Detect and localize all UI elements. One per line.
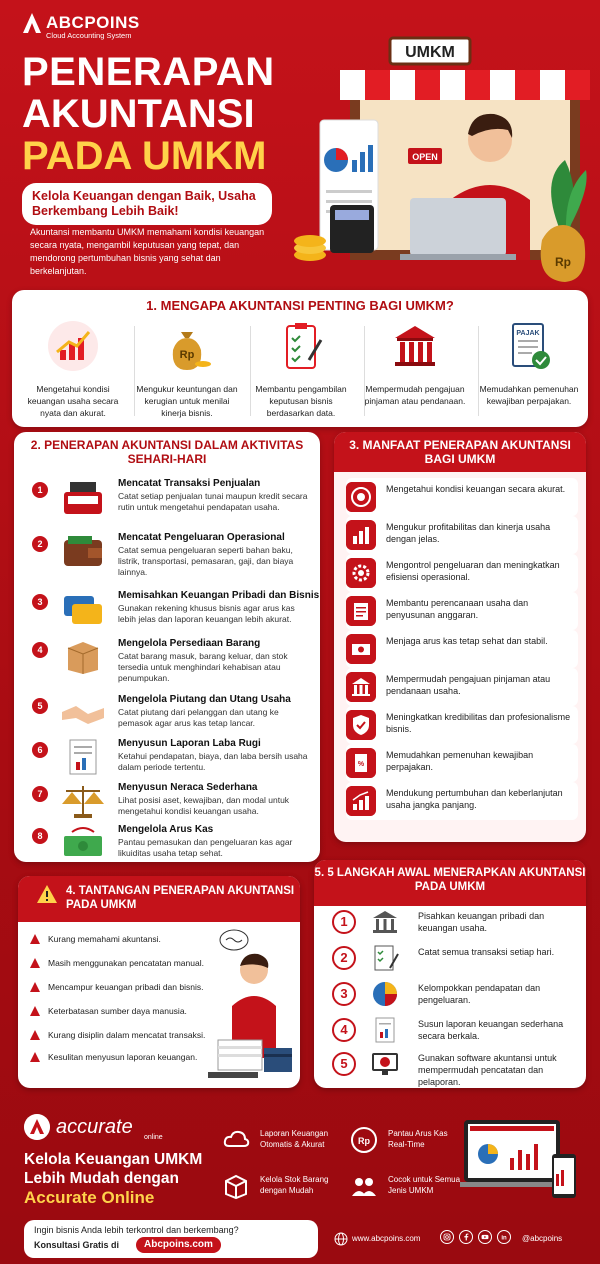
- social-handle[interactable]: @abcpoins: [522, 1234, 563, 1243]
- step-number: 3: [332, 982, 356, 1006]
- step-number: 2: [32, 536, 48, 552]
- daily-item-desc: Catat setiap penjualan tunai maupun kredit secara rutin untuk mengetahui pendapatan usaha.: [118, 491, 308, 512]
- clipboard-icon: [275, 320, 327, 372]
- footer-line1: Kelola Keuangan UMKM: [24, 1151, 203, 1168]
- section-5-title: 5. 5 LANGKAH AWAL MENERAPKAN AKUNTANSI PADA UMKM: [314, 860, 586, 906]
- challenge-item: [30, 1030, 230, 1044]
- benefit-item: [346, 782, 578, 820]
- benefit-text: Memudahkan pemenuhan kewajiban perpajakan.: [386, 750, 534, 772]
- hero-title-line2: AKUNTANSI: [22, 92, 255, 136]
- hero-subtitle: Kelola Keuangan dengan Baik, Usaha Berkembang Lebih Baik!: [22, 183, 272, 225]
- why-item-5: [474, 320, 584, 420]
- step-text: Pisahkan keuangan pribadi dan keuangan usaha.: [418, 911, 545, 933]
- accurate-logo-icon: [24, 1114, 50, 1140]
- daily-item-4: [14, 638, 320, 688]
- benefit-text: Mengetahui kondisi keuangan secara akurat.: [386, 484, 566, 494]
- daily-item-desc: Catat piutang dari pelanggan dan utang ke pemasok agar arus kas tetap lancar.: [118, 707, 279, 728]
- section-4-title: [18, 876, 300, 922]
- devices-illustration: [460, 1114, 580, 1214]
- step-number: 6: [32, 742, 48, 758]
- section-4-title-text: 4. TANTANGAN PENERAPAN AKUNTANSI PADA UMKM: [66, 885, 295, 911]
- section-benefits: [334, 432, 586, 842]
- svg-text:Rp: Rp: [179, 349, 195, 361]
- why-item-label: Mengetahui kondisi keuangan usaha secara nyata dan akurat.: [27, 384, 119, 418]
- brand-name: ABCPOINS: [46, 13, 140, 32]
- scale-icon: [58, 782, 108, 820]
- awning: [340, 70, 590, 100]
- report-icon: [58, 738, 108, 776]
- daily-item-1: [14, 478, 320, 528]
- why-item-label: Memudahkan pemenuhan kewajiban perpajakan.: [479, 384, 579, 406]
- instagram-icon[interactable]: [440, 1230, 454, 1244]
- section-3-title: 3. MANFAAT PENERAPAN AKUNTANSI BAGI UMKM: [334, 432, 586, 472]
- cta-question: Ingin bisnis Anda lebih terkontrol dan berkembang?: [34, 1225, 239, 1235]
- daily-item-heading: Mencatat Pengeluaran Operasional: [118, 532, 285, 543]
- challenge-item: [30, 1006, 230, 1020]
- warning-icon: [30, 1052, 40, 1062]
- stock-box-icon: [222, 1172, 250, 1200]
- gear-icon: [346, 558, 376, 588]
- step-item: [326, 908, 576, 942]
- warning-icon: [30, 1006, 40, 1016]
- checklist-icon: [370, 944, 400, 972]
- step-number: 3: [32, 594, 48, 610]
- why-item-2: [132, 320, 242, 420]
- step-text: Gunakan software akuntansi untuk mempermudah pencatatan dan pelaporan.: [418, 1053, 557, 1087]
- plant-icon: [551, 160, 587, 230]
- hero-title-line3: PADA UMKM: [22, 134, 267, 178]
- money-bag-icon: [541, 225, 585, 282]
- benefit-text: Mengukur profitabilitas dan kinerja usaha dengan jelas.: [386, 522, 551, 544]
- document-icon: [370, 1016, 400, 1044]
- footer-line2: Lebih Mudah dengan: [24, 1170, 179, 1187]
- daily-item-heading: Memisahkan Keuangan Pribadi dan Bisnis: [118, 590, 320, 601]
- warning-icon: [30, 982, 40, 992]
- why-item-label: Membantu pengambilan keputusan bisnis berdasarkan data.: [255, 384, 347, 418]
- step-number: 4: [332, 1018, 356, 1042]
- challenge-item: [30, 982, 230, 996]
- cta-link-button[interactable]: Abcpoins.com: [136, 1237, 221, 1253]
- step-number: 2: [332, 946, 356, 970]
- challenge-text: Keterbatasan sumber daya manusia.: [48, 1006, 187, 1016]
- footer-headline: [24, 1150, 202, 1188]
- challenge-text: Kurang memahami akuntansi.: [48, 934, 161, 944]
- growth-icon: [346, 786, 376, 816]
- target-icon: [346, 482, 376, 512]
- warning-icon: [36, 884, 58, 904]
- feature-text: Laporan Keuangan Otomatis & Akurat: [260, 1129, 329, 1149]
- open-sign: OPEN: [412, 152, 438, 162]
- daily-item-8: [14, 824, 320, 874]
- step-number: 5: [332, 1052, 356, 1076]
- footer-promo: [0, 1100, 600, 1264]
- challenge-text: Kurang disiplin dalam mencatat transaksi.: [48, 1030, 206, 1040]
- laptop-icon: [410, 198, 506, 256]
- footer-product-name: Accurate Online: [24, 1188, 155, 1207]
- benefit-text: Mengontrol pengeluaran dan meningkatkan efisiensi operasional.: [386, 560, 560, 582]
- rp-icon: [350, 1126, 378, 1154]
- svg-text:PAJAK: PAJAK: [516, 330, 540, 337]
- daily-item-desc: Catat barang masuk, barang keluar, dan stok tersedia untuk menghindari kehabisan atau penumpukan.: [118, 651, 288, 683]
- section-why-accounting: [12, 290, 588, 427]
- svg-text:Rp: Rp: [358, 1136, 370, 1146]
- cash-register-icon: [58, 478, 108, 516]
- step-number: 7: [32, 786, 48, 802]
- step-number: 1: [32, 482, 48, 498]
- cash-icon: [346, 634, 376, 664]
- youtube-icon[interactable]: [478, 1230, 492, 1244]
- challenge-item: [30, 934, 230, 948]
- benefit-text: Mempermudah pengajuan pinjaman atau pendanaan usaha.: [386, 674, 551, 696]
- facebook-icon[interactable]: [459, 1230, 473, 1244]
- daily-item-5: [14, 694, 320, 744]
- section-1-title: 1. MENGAPA AKUNTANSI PENTING BAGI UMKM?: [146, 298, 454, 313]
- benefit-item: [346, 554, 578, 592]
- users-icon: [350, 1172, 378, 1200]
- daily-item-heading: Menyusun Neraca Sederhana: [118, 782, 258, 793]
- globe-icon: [334, 1232, 348, 1246]
- step-number: 1: [332, 910, 356, 934]
- benefit-item: [346, 744, 578, 782]
- benefit-item: [346, 630, 578, 668]
- list-icon: [346, 596, 376, 626]
- cta-box: [24, 1220, 318, 1258]
- daily-item-heading: Mencatat Transaksi Penjualan: [118, 478, 261, 489]
- why-item-label: Mempermudah pengajuan pinjaman atau pendanaan.: [364, 384, 466, 406]
- money-bag-icon: [161, 320, 213, 372]
- step-item: [326, 980, 576, 1014]
- feature-text: Cocok untuk Semua Jenis UMKM: [388, 1175, 461, 1195]
- daily-item-heading: Mengelola Arus Kas: [118, 824, 214, 835]
- shield-check-icon: [346, 710, 376, 740]
- step-number: 4: [32, 642, 48, 658]
- benefit-text: Meningkatkan kredibilitas dan profesionalisme bisnis.: [386, 712, 571, 734]
- coins-icon: [294, 235, 326, 261]
- benefit-item: [346, 478, 578, 516]
- section-challenges: [18, 876, 300, 1088]
- benefit-item: [346, 516, 578, 554]
- abcpoins-logo-icon: [22, 12, 42, 34]
- tax-icon: [346, 748, 376, 778]
- brand-logo: [22, 12, 140, 40]
- cash-flow-icon: [58, 824, 108, 862]
- daily-item-desc: Gunakan rekening khusus bisnis agar arus kas lebih jelas dan laporan keuangan lebih akurat.: [118, 603, 295, 624]
- daily-item-heading: Mengelola Persediaan Barang: [118, 638, 261, 649]
- warning-icon: [30, 1030, 40, 1040]
- confused-person-illustration: [204, 928, 296, 1080]
- section-first-steps: [314, 860, 586, 1088]
- step-item: [326, 1050, 576, 1087]
- step-text: Kelompokkan pendapatan dan pengeluaran.: [418, 983, 541, 1005]
- step-item: [326, 1016, 576, 1050]
- section-daily-application: [14, 432, 320, 862]
- pie-chart-icon: [370, 980, 400, 1008]
- benefit-item: [346, 706, 578, 744]
- bank-icon: [370, 908, 400, 936]
- tax-document-icon: [503, 320, 555, 372]
- why-item-3: [246, 320, 356, 420]
- cards-icon: [58, 590, 108, 628]
- benefit-item: [346, 592, 578, 630]
- daily-item-desc: Pantau pemasukan dan pengeluaran kas agar likuiditas usaha tetap sehat.: [118, 837, 293, 858]
- daily-item-heading: Menyusun Laporan Laba Rugi: [118, 738, 261, 749]
- step-text: Susun laporan keuangan sederhana secara berkala.: [418, 1019, 564, 1041]
- header: [0, 0, 600, 290]
- daily-item-desc: Lihat posisi aset, kewajiban, dan modal untuk mengetahui kondisi keuangan usaha.: [118, 795, 290, 816]
- step-text: Catat semua transaksi setiap hari.: [418, 947, 555, 957]
- challenge-text: Kesulitan menyusun laporan keuangan.: [48, 1052, 198, 1062]
- growth-chart-icon: [47, 320, 99, 372]
- cta-consult: Konsultasi Gratis di: [34, 1240, 120, 1250]
- warning-icon: [30, 958, 40, 968]
- section-2-title: 2. PENERAPAN AKUNTANSI DALAM AKTIVITAS SEHARI-HARI: [30, 438, 304, 466]
- wallet-icon: [58, 532, 108, 570]
- warning-icon: [30, 934, 40, 944]
- linkedin-icon[interactable]: [497, 1230, 511, 1244]
- daily-item-6: [14, 738, 320, 788]
- accurate-logo: [24, 1114, 163, 1141]
- feature-text: Kelola Stok Barang dengan Mudah: [260, 1175, 329, 1195]
- challenge-item: [30, 1052, 230, 1066]
- benefit-item: [346, 668, 578, 706]
- box-icon: [58, 638, 108, 676]
- daily-item-desc: Ketahui pendapatan, biaya, dan laba bersih usaha dalam periode tertentu.: [118, 751, 308, 772]
- why-item-4: [360, 320, 470, 420]
- daily-item-heading: Mengelola Piutang dan Utang Usaha: [118, 694, 291, 705]
- accurate-wordmark: accurate: [56, 1115, 133, 1138]
- cloud-icon: [222, 1126, 250, 1154]
- shop-illustration: [290, 30, 590, 285]
- svg-text:in: in: [501, 1235, 507, 1242]
- handshake-icon: [58, 694, 108, 732]
- bank-icon: [346, 672, 376, 702]
- svg-text:%: %: [357, 761, 365, 768]
- bar-chart-icon: [346, 520, 376, 550]
- benefit-text: Menjaga arus kas tetap sehat dan stabil.: [386, 636, 548, 646]
- benefit-text: Mendukung pertumbuhan dan keberlanjutan usaha jangka panjang.: [386, 788, 563, 810]
- brand-tagline: Cloud Accounting System: [46, 31, 132, 40]
- step-item: [326, 944, 576, 978]
- shop-sign: UMKM: [405, 44, 455, 61]
- rp-label: Rp: [555, 255, 571, 269]
- bank-icon: [389, 320, 441, 372]
- daily-item-desc: Catat semua pengeluaran seperti bahan baku, listrik, transportasi, pemasaran, gaji, dan biaya lainnya.: [118, 545, 294, 577]
- challenge-text: Masih menggunakan pencatatan manual.: [48, 958, 204, 968]
- daily-item-3: [14, 590, 320, 640]
- feature-text: Pantau Arus Kas Real-Time: [388, 1129, 448, 1149]
- why-item-1: [18, 320, 128, 420]
- challenge-text: Mencampur keuangan pribadi dan bisnis.: [48, 982, 204, 992]
- challenge-item: [30, 958, 230, 972]
- monitor-icon: [370, 1050, 400, 1078]
- accurate-sub: online: [144, 1134, 163, 1141]
- benefit-text: Membantu perencanaan usaha dan penyusunan anggaran.: [386, 598, 529, 620]
- step-number: 8: [32, 828, 48, 844]
- hero-title-line1: PENERAPAN: [22, 50, 275, 94]
- why-item-label: Mengukur keuntungan dan kerugian untuk menilai kinerja bisnis.: [136, 384, 238, 418]
- step-number: 5: [32, 698, 48, 714]
- hero-intro: Akuntansi membantu UMKM memahami kondisi keuangan secara nyata, mengambil keputusan yang tepat, dan mendorong pertumbuhan bisnis yang sehat dan berkelanjutan.: [30, 227, 265, 276]
- daily-item-2: [14, 532, 320, 582]
- website-link[interactable]: www.abcpoins.com: [352, 1234, 421, 1243]
